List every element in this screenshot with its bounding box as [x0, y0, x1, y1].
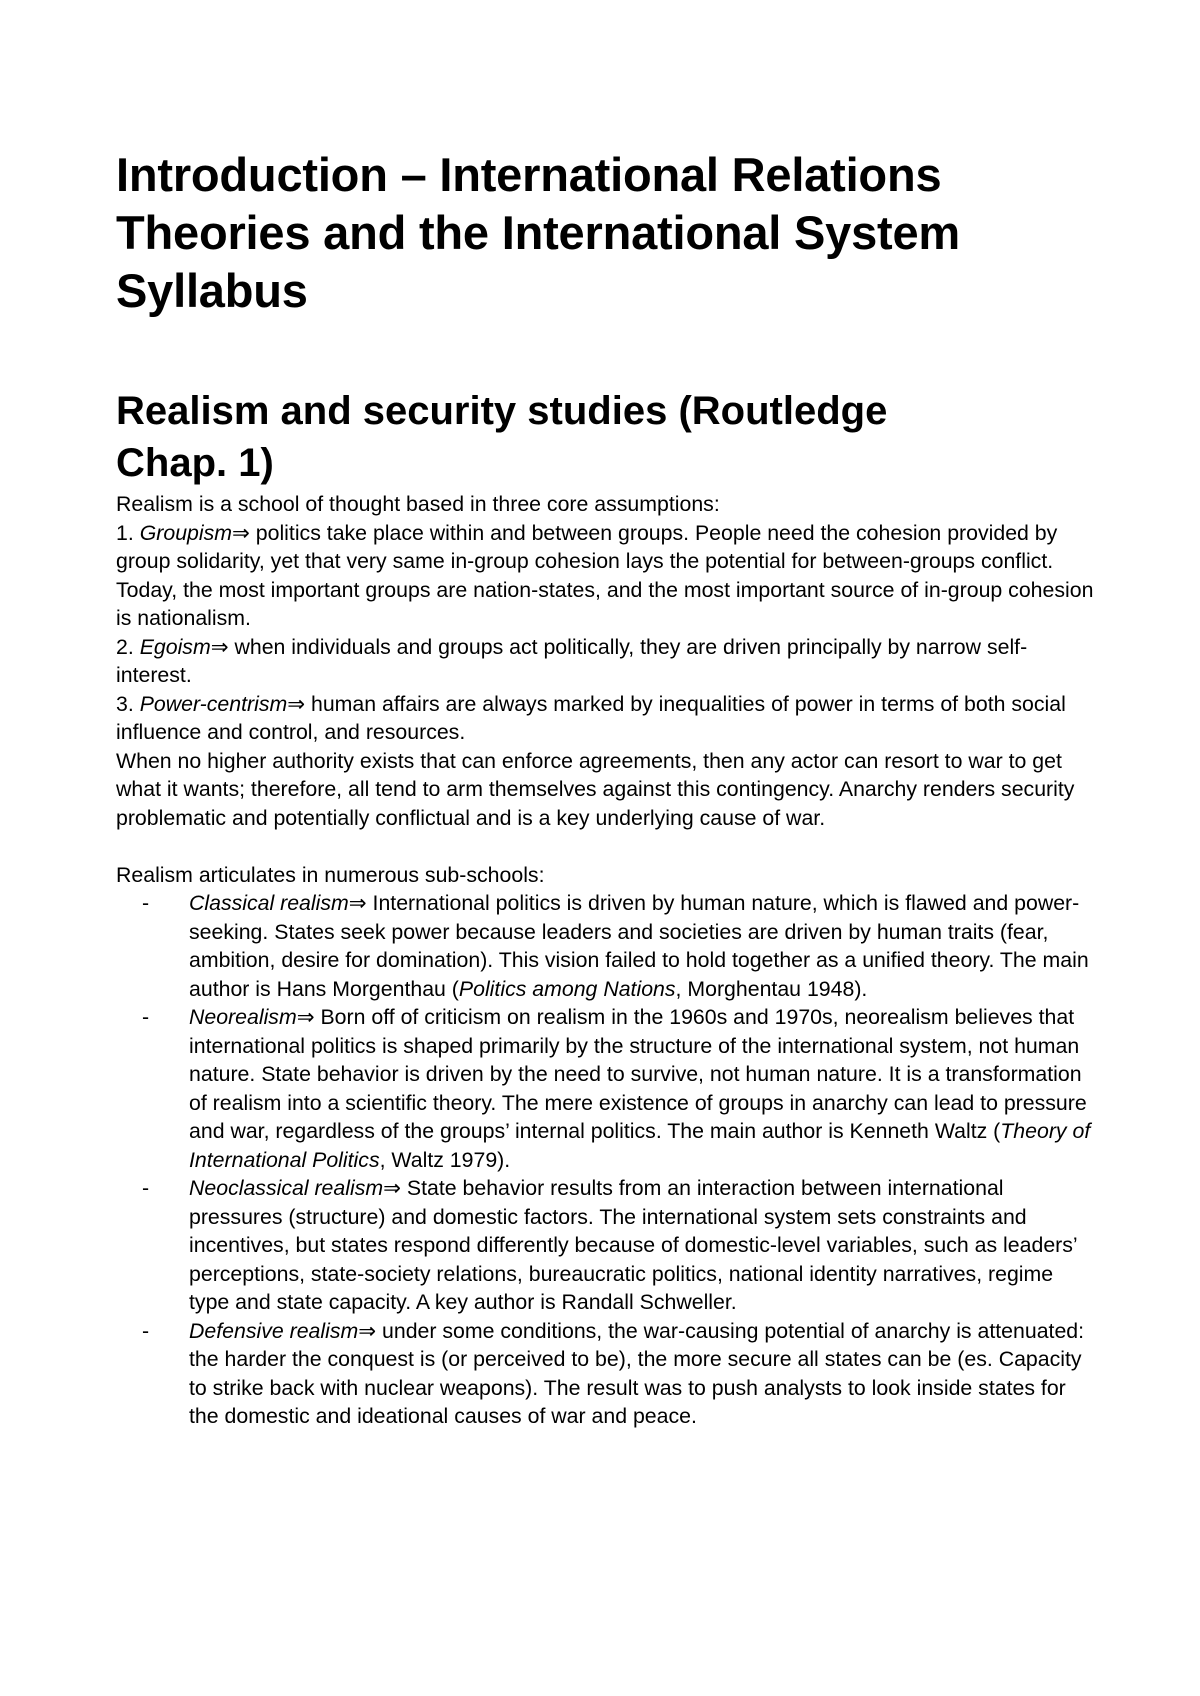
list-item-neoclassical-realism: [116, 1174, 1096, 1317]
assumption-2: [116, 633, 1096, 690]
subschool-text: International politics is driven by human nature, which is flawed and power-seeking. States seek power because leaders and societies are driven by human traits (fear, ambition, desire for domination). This vision failed to hold together as a unified theory. The main author is Hans Morgenthau (: [189, 891, 1089, 1001]
subschool-text: State behavior results from an interaction between international pressures (structure) and domestic factors. The international system sets constraints and incentives, but states respond differently because of domestic-level variables, such as leaders’ perceptions, state-society relations, bureaucratic politics, national identity narratives, regime type and state capacity. A key author is Randall Schweller.: [189, 1176, 1077, 1314]
section-heading: [116, 385, 1116, 489]
assumption-number: 3.: [116, 691, 140, 716]
title-line-2: Theories and the International System: [116, 206, 961, 259]
subschool-text: under some conditions, the war-causing potential of anarchy is attenuated: the harder the conquest is (or perceived to be), the more secure all states can be (es. Capacity to strike back with nuclear weapons). The result was to push analysts to look inside states for the domestic and ideational causes of war and peace.: [189, 1318, 1085, 1428]
assumption-term: Power-centrism⇒: [139, 691, 306, 716]
anarchy-paragraph: When no higher authority exists that can enforce agreements, then any actor can resort to war to get what it wants; therefore, all tend to arm themselves against this contingency. Anarchy renders security problematic and potentially conflictual and is a key underlying cause of war.: [116, 748, 1075, 830]
intro-paragraph: Realism is a school of thought based in three core assumptions:: [116, 492, 720, 516]
assumption-text: when individuals and groups act politically, they are driven principally by narrow self-interest.: [116, 634, 1028, 687]
list-item-defensive-realism: [116, 1317, 1096, 1431]
list-item-neorealism: [116, 1003, 1096, 1174]
subschool-term: Neoclassical realism⇒: [189, 1176, 401, 1200]
subschool-text: Born off of criticism on realism in the 1960s and 1970s, neorealism believes that international politics is shaped primarily by the structure of the international system, not human nature. State behavior is driven by the need to survive, not human nature. It is a transformation of realism into a scientific theory. The mere existence of groups in anarchy can lead to pressure and war, regardless of the groups’ internal politics. The main author is Kenneth Waltz (: [189, 1005, 1087, 1143]
subschool-term: Classical realism⇒: [189, 891, 367, 915]
subschools-intro: Realism articulates in numerous sub-schools:: [116, 862, 545, 887]
bullet-dash: -: [142, 1005, 150, 1029]
subschool-work: Theory of International Politics: [189, 1119, 1091, 1172]
assumption-1: [116, 519, 1096, 633]
subschool-citation: , Waltz 1979).: [379, 1147, 511, 1172]
assumption-text: politics take place within and between groups. People need the cohesion provided by group solidarity, yet that very same in-group cohesion lays the potential for between-groups conflict. Today, the most important groups are nation-states, and the most important source of in-group cohesion is nationalism.: [116, 520, 1094, 630]
document-title: [116, 146, 1116, 320]
subschool-term: Neorealism⇒: [189, 1005, 315, 1029]
title-line-3: Syllabus: [116, 264, 308, 317]
paragraph-spacer: [116, 832, 1096, 861]
section-body: [116, 490, 1096, 1431]
subschool-citation: , Morghentau 1948).: [675, 976, 868, 1001]
bullet-dash: -: [142, 1318, 150, 1343]
title-line-1: Introduction – International Relations: [116, 148, 942, 201]
section-heading-line-2: Chap. 1): [116, 441, 274, 485]
assumption-number: 1.: [116, 520, 140, 545]
bullet-dash: -: [142, 891, 150, 915]
subschool-term: Defensive realism⇒: [189, 1318, 377, 1343]
assumption-text: human affairs are always marked by inequalities of power in terms of both social influence and control, and resources.: [116, 691, 1066, 744]
assumption-number: 2.: [116, 634, 140, 659]
section-heading-line-1: Realism and security studies (Routledge: [116, 389, 888, 433]
assumption-3: [116, 690, 1096, 747]
bullet-dash: -: [142, 1176, 150, 1200]
subschool-work: Politics among Nations: [458, 976, 676, 1001]
assumption-term: Egoism⇒: [139, 634, 229, 659]
subschools-list: [116, 889, 1096, 1431]
list-item-classical-realism: [116, 889, 1096, 1003]
assumption-term: Groupism⇒: [139, 520, 250, 545]
